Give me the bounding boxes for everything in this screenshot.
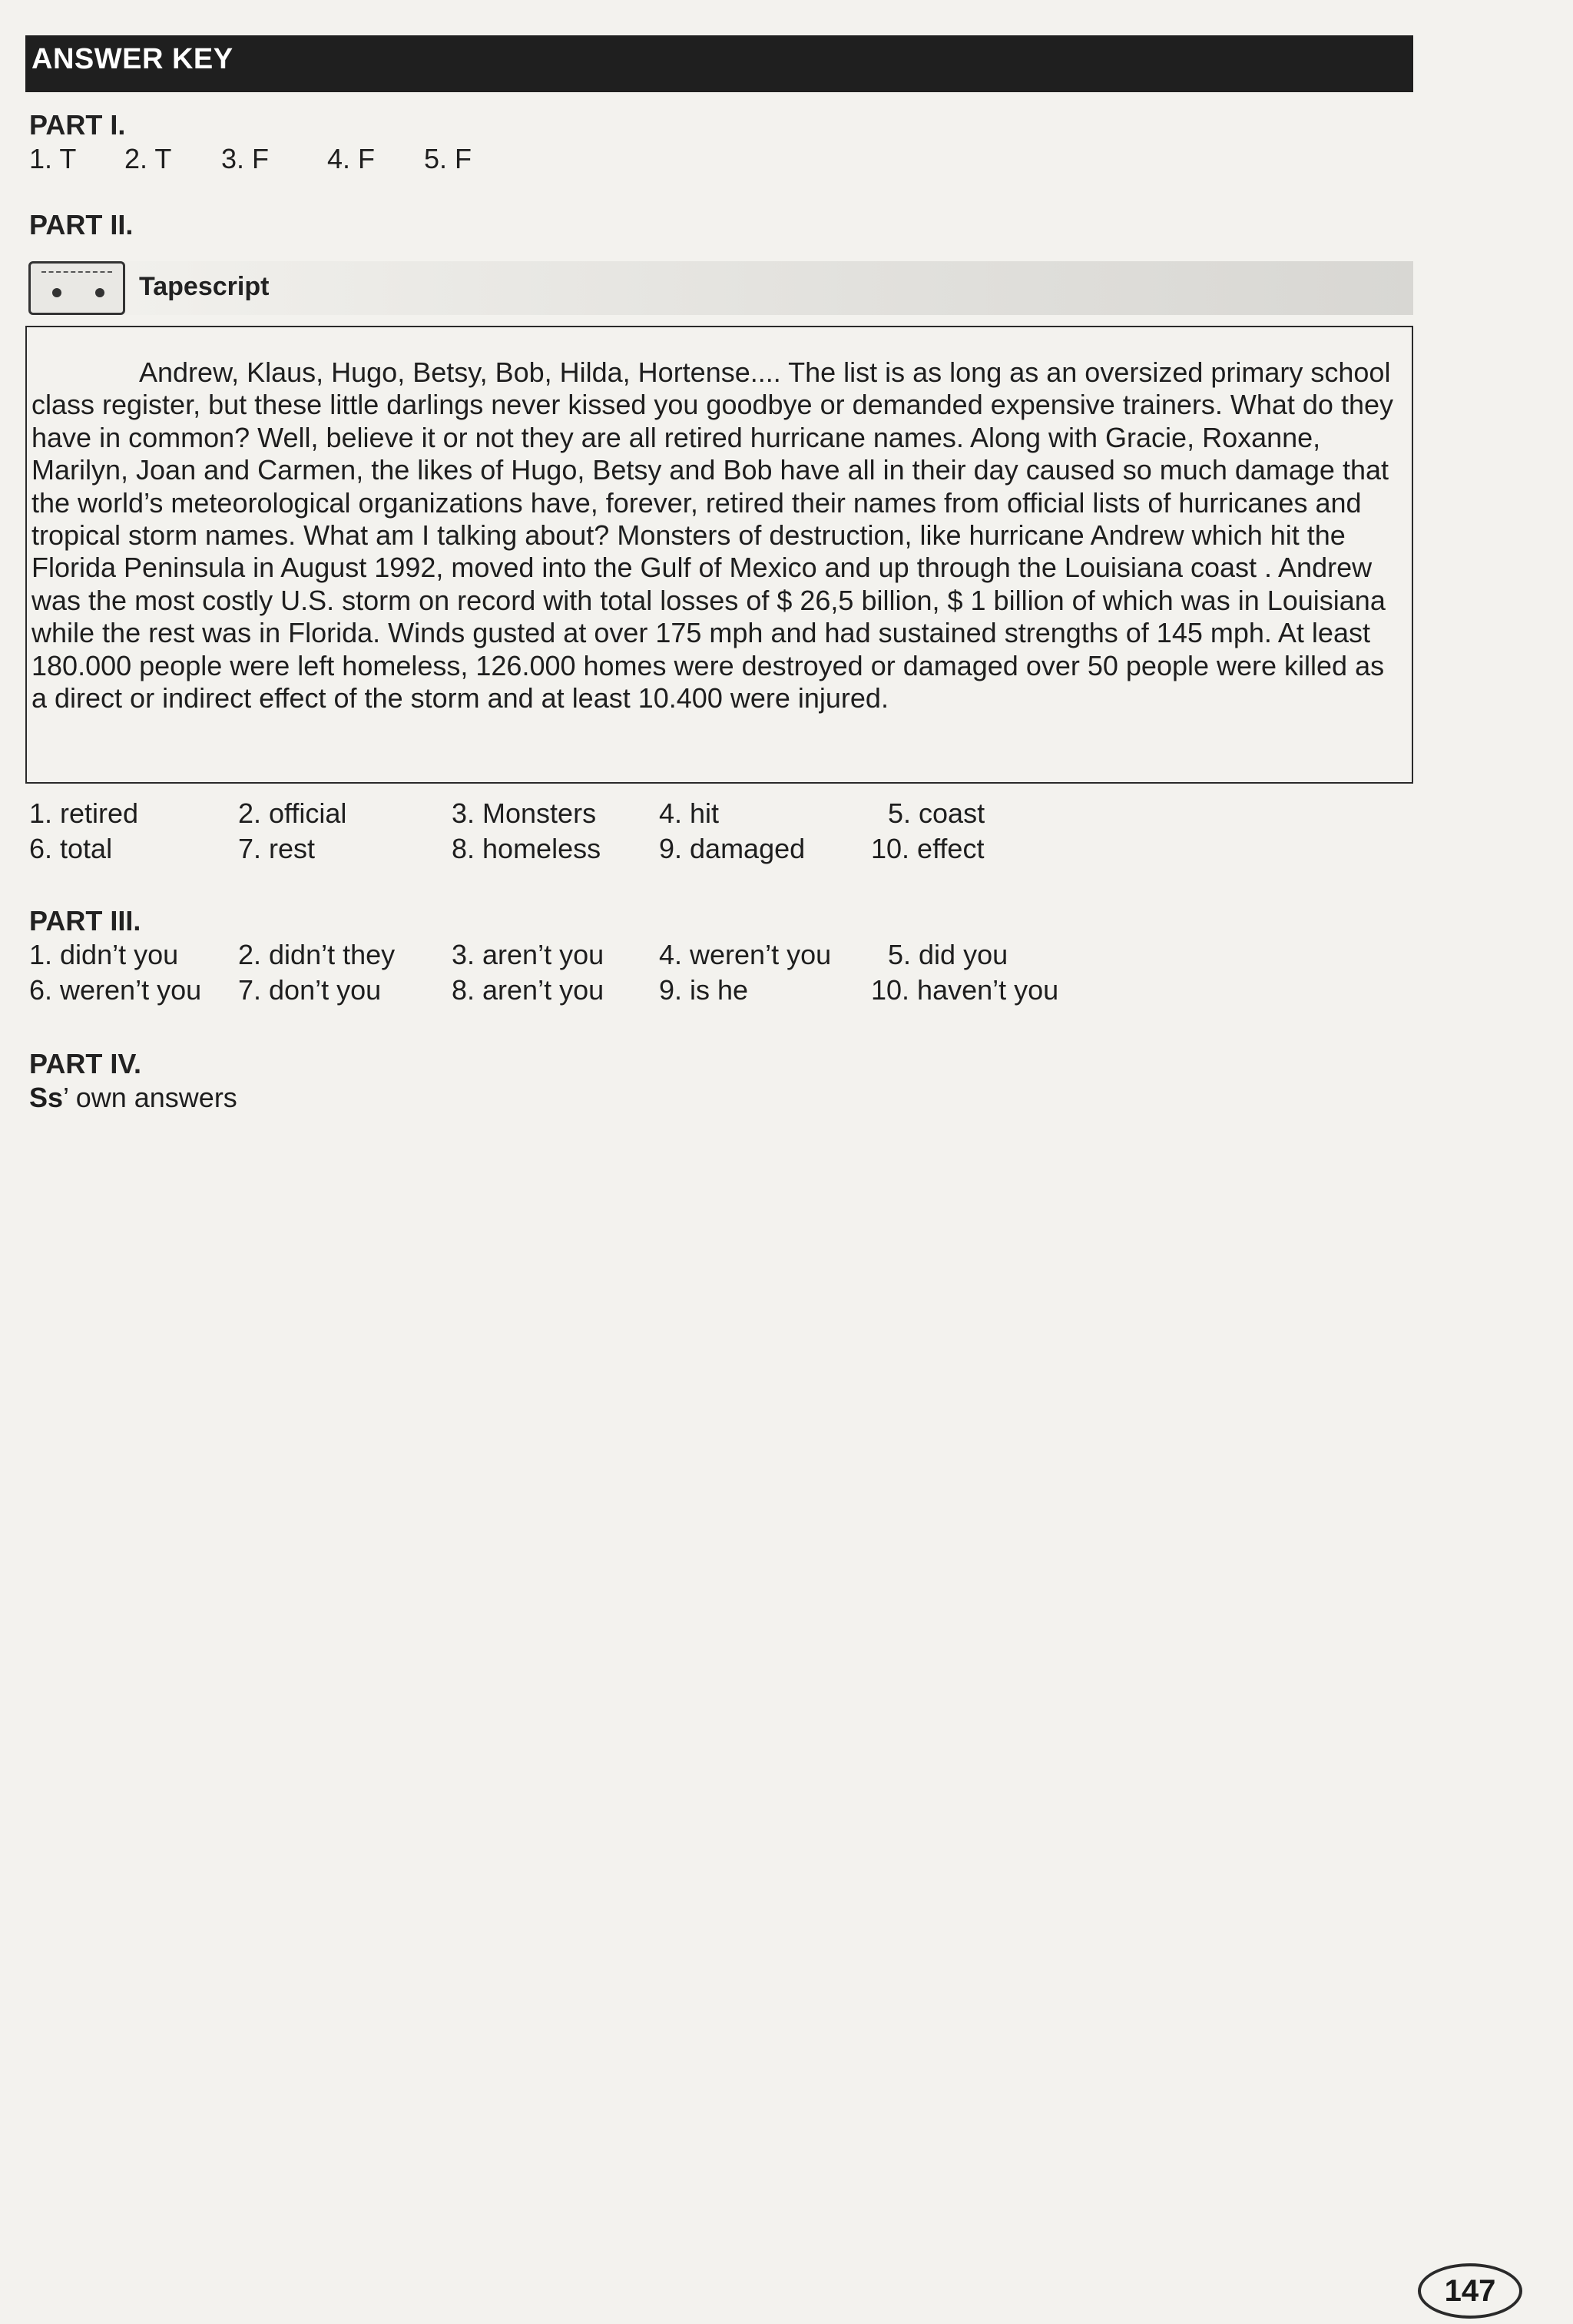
part3-answer: 7. don’t you [238, 974, 382, 1006]
part2-answer: 10. effect [871, 833, 985, 864]
part1-answer: 5. F [424, 143, 472, 174]
tapescript-label: Tapescript [139, 272, 270, 301]
part2-answer: 7. rest [238, 833, 316, 864]
answer-key-header [25, 35, 1413, 92]
part1-title: PART I. [29, 109, 126, 141]
part1-answer: 2. T [124, 143, 172, 174]
page-number-badge [1418, 2263, 1525, 2322]
part3-answer: 1. didn’t you [29, 939, 179, 970]
part2-answer: 8. homeless [452, 833, 601, 864]
part3-answer: 9. is he [659, 974, 749, 1006]
cassette-tape-icon [28, 261, 125, 315]
part1-answer: 1. T [29, 143, 77, 174]
part3-answer: 3. aren’t you [452, 939, 604, 970]
part2-answer: 3. Monsters [452, 797, 597, 829]
part4-answer [29, 1082, 237, 1114]
part2-answer: 4. hit [659, 797, 720, 829]
part3-answer: 5. did you [888, 939, 1008, 970]
part1-answer: 4. F [327, 143, 376, 174]
part2-answer: 2. official [238, 797, 347, 829]
part3-answer: 10. haven’t you [871, 974, 1059, 1006]
part3-answer: 4. weren’t you [659, 939, 832, 970]
page-number: 147 [1444, 2274, 1496, 2308]
part3-answer: 8. aren’t you [452, 974, 604, 1006]
part3-title: PART III. [29, 905, 141, 937]
part3-answer: 6. weren’t you [29, 974, 202, 1006]
part4-title: PART IV. [29, 1048, 142, 1079]
part2-title: PART II. [29, 209, 134, 240]
part4-answer-bold: Ss [29, 1082, 64, 1113]
header-title: ANSWER KEY [31, 43, 233, 75]
part2-answer: 9. damaged [659, 833, 806, 864]
part1-answer: 3. F [221, 143, 270, 174]
tapescript-heading [25, 261, 1413, 315]
part2-answer: 5. coast [888, 797, 985, 829]
part2-answer: 1. retired [29, 797, 139, 829]
part2-answer: 6. total [29, 833, 113, 864]
tapescript-text: Andrew, Klaus, Hugo, Betsy, Bob, Hilda, Hortense.... The list is as long as an oversized primary school class register, but these little darlings never kissed you goodbye or demanded expensive trainers. What do they have in common? Well, believe it or not they are all retired hurricane names. Along with Gracie, Roxanne, Marilyn, Joan and Carmen, the likes of Hugo, Betsy and Bob have all in their day caused so much damage that the world’s meteorological organizations have, forever, retired their names from official lists of hurricanes and tropical storm names. What am I talking about? Monsters of destruction, like hurricane Andrew which hit the Florida Peninsula in August 1992, moved into the Gulf of Mexico and up through the Louisiana coast . Andrew was the most costly U.S. storm on record with total losses of $ 26,5 billion, $ 1 billion of which was in Louisiana while the rest was in Florida. Winds gusted at over 175 mph and had sustained strengths of 145 mph. At least 180.000 people were left homeless, 126.000 homes were destroyed or damaged over 50 people were killed as a direct or indirect effect of the storm and at least 10.400 were injured. [25, 326, 1413, 784]
part4-answer-text: ’ own answers [63, 1082, 237, 1113]
part3-answer: 2. didn’t they [238, 939, 396, 970]
